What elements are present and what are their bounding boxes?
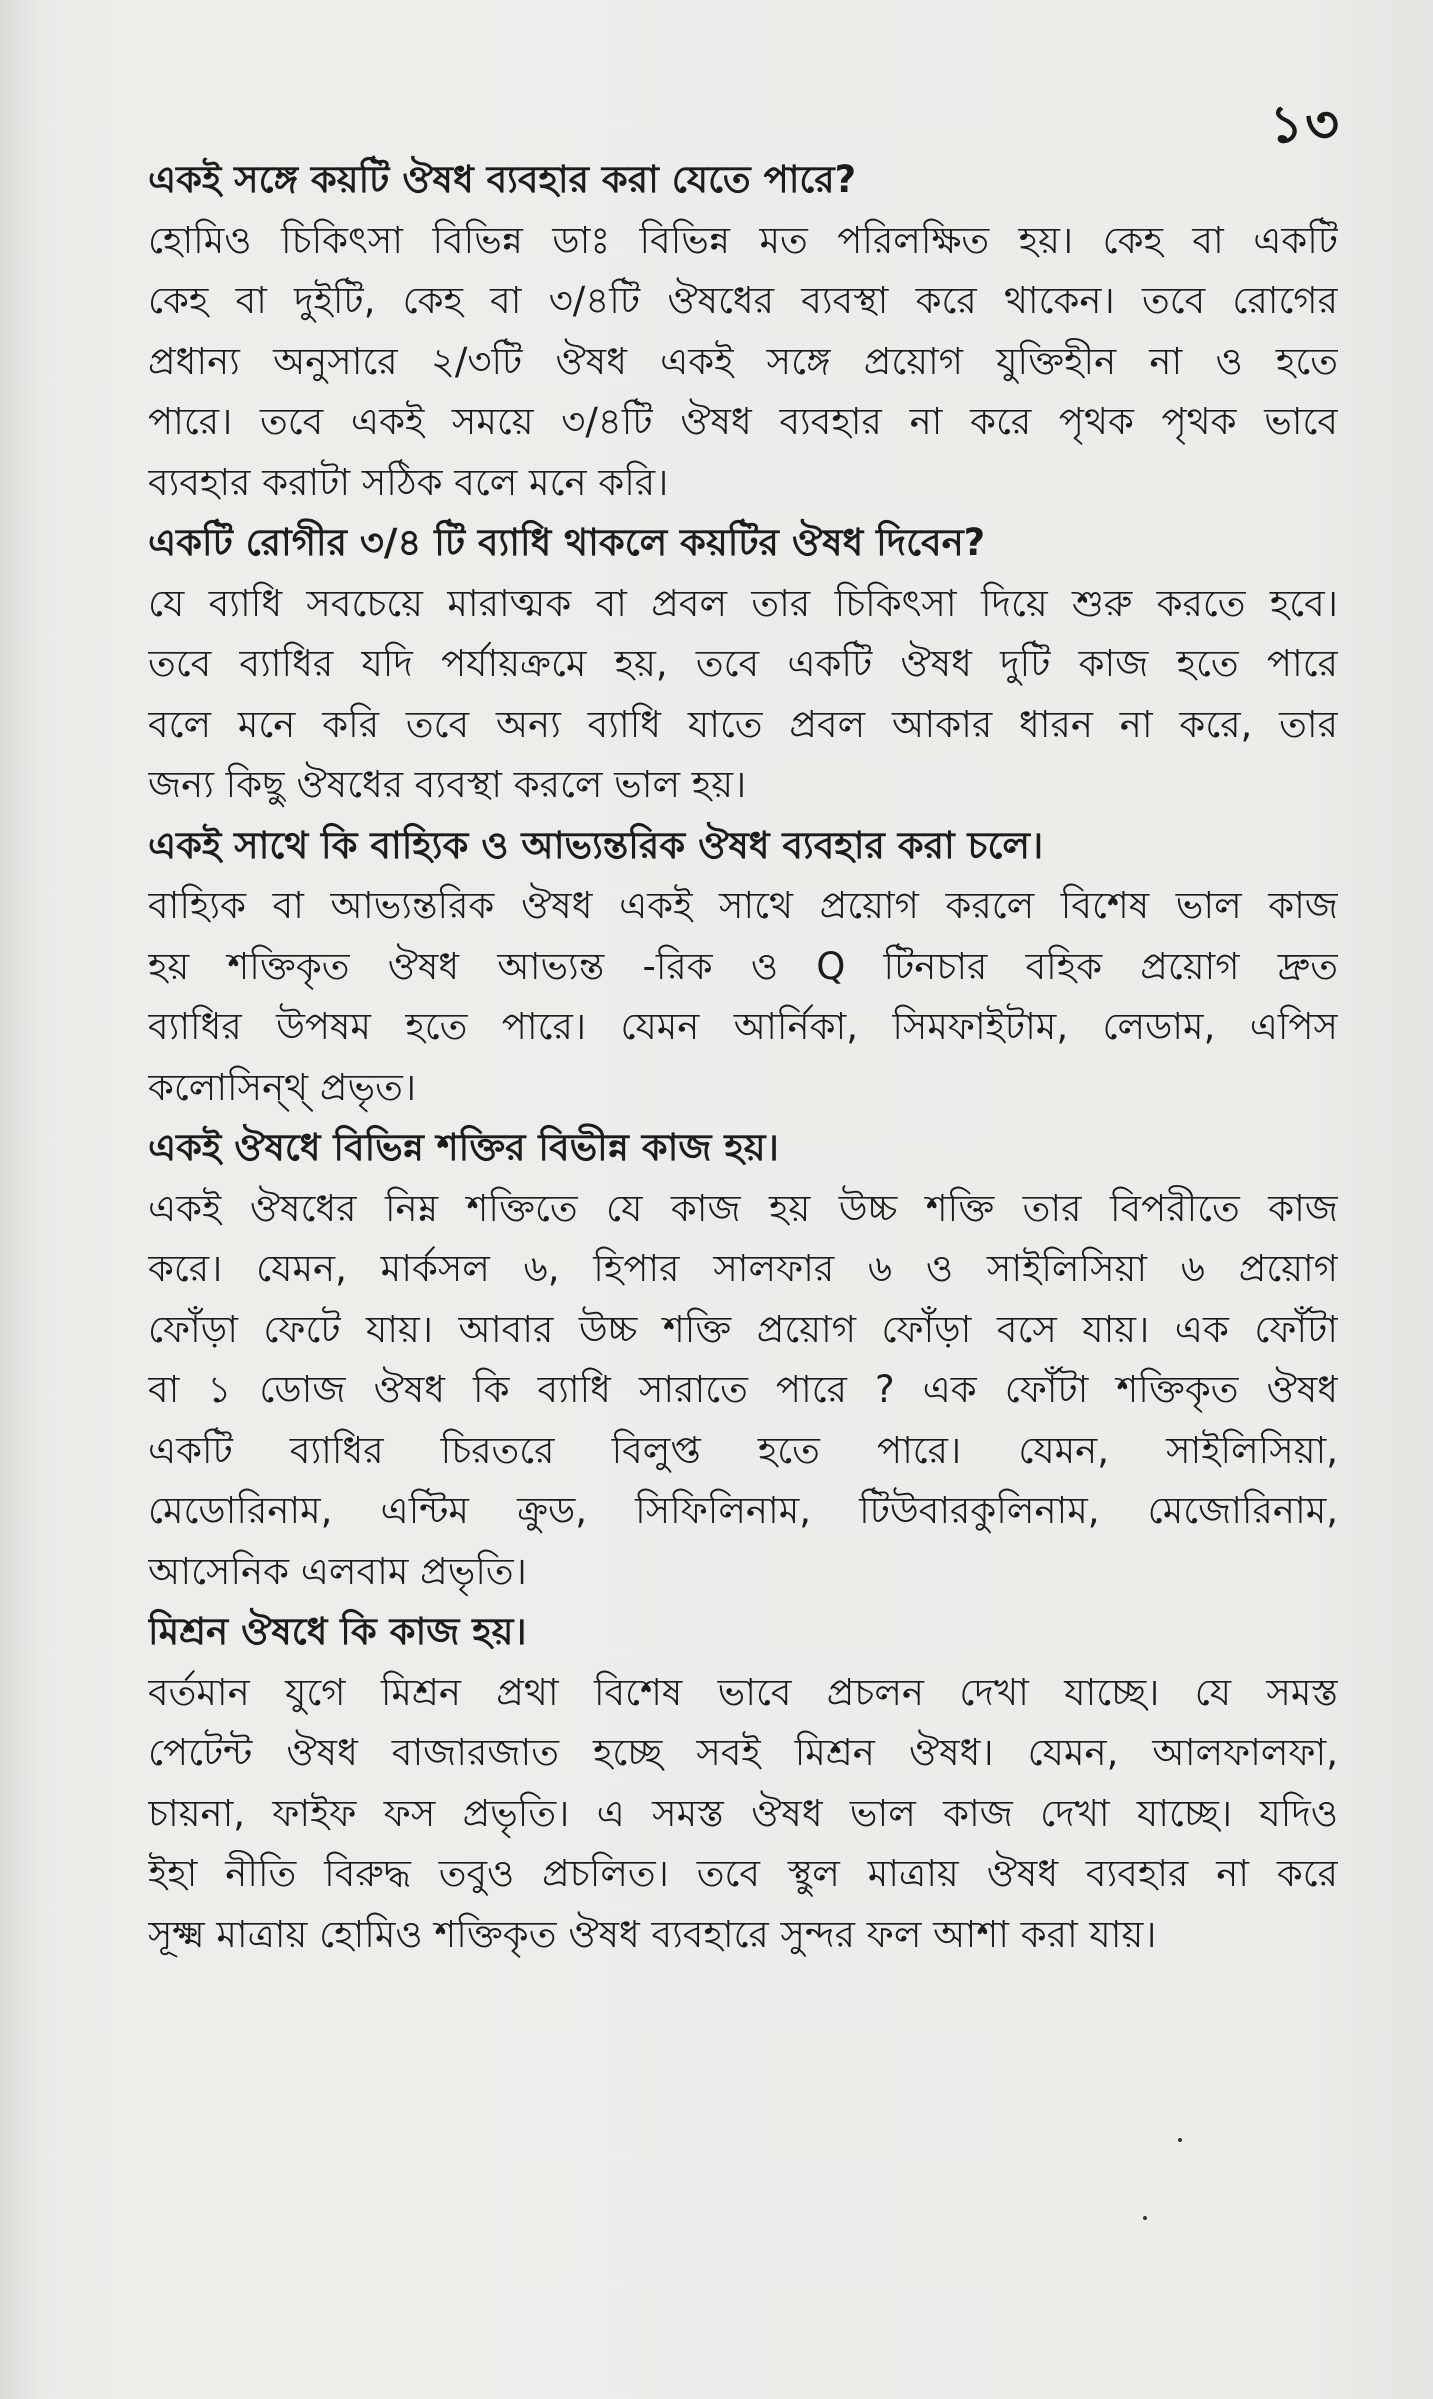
text-line: ইহা নীতি বিরুদ্ধ তবুও প্রচলিত। তবে স্থুল মাত্রায় ঔষধ ব্যবহার না করে — [148, 1852, 1338, 1895]
section-3 — [148, 816, 1338, 1119]
section-heading: একই ঔষধে বিভিন্ন শক্তির বিভীন্ন কাজ হয়। — [148, 1126, 779, 1169]
page-body — [148, 150, 1338, 1965]
section-2 — [148, 513, 1338, 816]
text-line: হয় শক্তিকৃত ঔষধ আভ্যন্ত -রিক ও Q টিনচার বহিক প্রয়োগ দ্রুত — [148, 944, 1338, 988]
text-line: একই ঔষধের নিম্ন শক্তিতে যে কাজ হয় উচ্চ শক্তি তার বিপরীতে কাজ — [148, 1186, 1338, 1230]
section-4 — [148, 1118, 1338, 1602]
ink-speck — [1178, 2138, 1182, 2142]
page-number: ১৩ — [1269, 95, 1341, 155]
text-line: জন্য কিছু ঔষধের ব্যবস্থা করলে ভাল হয়। — [148, 763, 747, 806]
section-heading: একই সাথে কি বাহ্যিক ও আভ্যন্তরিক ঔষধ ব্যবহার করা চলে। — [148, 823, 1044, 867]
section-heading: মিশ্রন ঔষধে কি কাজ হয়। — [148, 1610, 527, 1653]
text-line: প্রধান্য অনুসারে ২/৩টি ঔষধ একই সঙ্গে প্রয়োগ যুক্তিহীন না ও হতে — [148, 339, 1338, 383]
text-line: কলোসিন্থ্ প্রভৃত। — [148, 1065, 417, 1109]
text-line: বা ১ ডোজ ঔষধ কি ব্যাধি সারাতে পারে ? এক ফোঁটা শক্তিকৃত ঔষধ — [148, 1368, 1338, 1411]
ink-speck — [1143, 2216, 1147, 2220]
text-line: বলে মনে করি তবে অন্য ব্যাধি যাতে প্রবল আকার ধারন না করে, তার — [148, 702, 1338, 746]
text-line: যে ব্যাধি সবচেয়ে মারাত্মক বা প্রবল তার চিকিৎসা দিয়ে শুরু করতে হবে। — [148, 581, 1338, 625]
section-heading: একটি রোগীর ৩/৪ টি ব্যাধি থাকলে কয়টির ঔষধ দিবেন? — [148, 521, 986, 564]
text-line: কেহ বা দুইটি, কেহ বা ৩/৪টি ঔষধের ব্যবস্থা করে থাকেন। তবে রোগের — [148, 279, 1338, 322]
text-line: আসেনিক এলবাম প্রভৃতি। — [148, 1549, 527, 1593]
section-5 — [148, 1602, 1338, 1965]
section-heading: একই সঙ্গে কয়টি ঔষধ ব্যবহার করা যেতে পারে? — [148, 158, 857, 201]
text-line: বাহ্যিক বা আভ্যন্তরিক ঔষধ একই সাথে প্রয়োগ করলে বিশেষ ভাল কাজ — [148, 884, 1338, 927]
text-line: পারে। তবে একই সময়ে ৩/৪টি ঔষধ ব্যবহার না করে পৃথক পৃথক ভাবে — [148, 400, 1338, 443]
text-line: ফোঁড়া ফেটে যায়। আবার উচ্চ শক্তি প্রয়োগ ফোঁড়া বসে যায়। এক ফোঁটা — [148, 1307, 1338, 1351]
text-line: মেডোরিনাম, এন্টিম ক্রুড, সিফিলিনাম, টিউবারকুলিনাম, মেজোরিনাম, — [148, 1489, 1338, 1532]
text-line: ব্যাধির উপষম হতে পারে। যেমন আর্নিকা, সিমফাইটাম, লেডাম, এপিস — [148, 1005, 1338, 1048]
text-line: সূক্ষ্ম মাত্রায় হোমিও শক্তিকৃত ঔষধ ব্যবহারে সুন্দর ফল আশা করা যায়। — [148, 1912, 1157, 1956]
text-line: বর্তমান যুগে মিশ্রন প্রথা বিশেষ ভাবে প্রচলন দেখা যাচ্ছে। যে সমস্ত — [148, 1670, 1338, 1714]
text-line: একটি ব্যাধির চিরতরে বিলুপ্ত হতে পারে। যেমন, সাইলিসিয়া, — [148, 1428, 1338, 1472]
section-1 — [148, 150, 1338, 513]
text-line: চায়না, ফাইফ ফস প্রভৃতি। এ সমস্ত ঔষধ ভাল কাজ দেখা যাচ্ছে। যদিও — [148, 1791, 1338, 1835]
text-line: ব্যবহার করাটা সঠিক বলে মনে করি। — [148, 460, 669, 504]
text-line: তবে ব্যাধির যদি পর্যায়ক্রমে হয়, তবে একটি ঔষধ দুটি কাজ হতে পারে — [148, 642, 1338, 685]
text-line: পেটেন্ট ঔষধ বাজারজাত হচ্ছে সবই মিশ্রন ঔষধ। যেমন, আলফালফা, — [148, 1731, 1338, 1774]
text-line: হোমিও চিকিৎসা বিভিন্ন ডাঃ বিভিন্ন মত পরিলক্ষিত হয়। কেহ বা একটি — [148, 218, 1338, 262]
text-line: করে। যেমন, মার্কসল ৬, হিপার সালফার ৬ ও সাইলিসিয়া ৬ প্রয়োগ — [148, 1247, 1338, 1290]
